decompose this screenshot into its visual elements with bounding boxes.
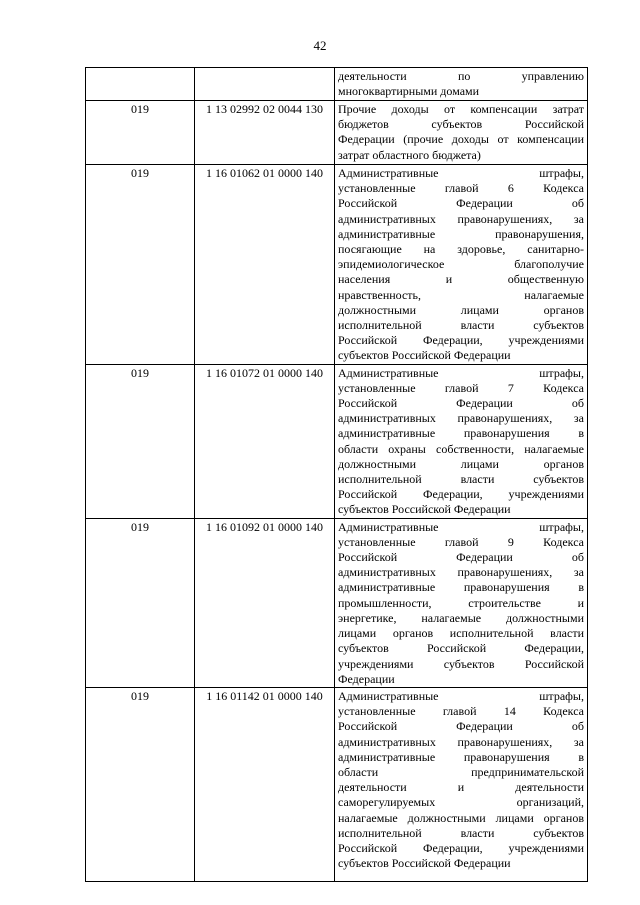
description-line: деятельности и деятельности <box>338 780 584 795</box>
description-line: многоквартирными домами <box>338 84 480 99</box>
description-line: Российской Федерации, учреждениями <box>338 487 584 502</box>
revenue-codes-table <box>85 67 588 882</box>
description-line: установленные главой 9 Кодекса <box>338 534 584 549</box>
description-line: деятельности по управлению <box>338 69 584 83</box>
description-line: населения и общественную <box>338 272 584 287</box>
description-line: нравственность, налагаемые <box>338 287 584 302</box>
description-line: Федерации (прочие доходы от компенсации <box>338 132 584 147</box>
budget-code-cell: 1 16 01142 01 0000 140 <box>195 687 335 881</box>
description-line: административные правонарушения, <box>338 226 584 241</box>
admin-code-cell <box>86 68 195 101</box>
description-line: Административные штрафы, <box>338 688 584 703</box>
description-line: субъектов Российской Федерации <box>338 348 511 363</box>
budget-code-cell: 1 16 01092 01 0000 140 <box>195 518 335 687</box>
description-line: энергетике, налагаемые должностными <box>338 610 584 625</box>
description-line: Российской Федерации об <box>338 396 584 411</box>
description-line: Российской Федерации, учреждениями <box>338 333 584 348</box>
table-row <box>86 101 588 165</box>
description-line: эпидемиологическое благополучие <box>338 257 584 272</box>
description-line: установленные главой 6 Кодекса <box>338 181 584 196</box>
description-line: Прочие доходы от компенсации затрат <box>338 102 584 116</box>
description-line: исполнительной власти субъектов <box>338 825 584 840</box>
description-line: лицами органов исполнительной власти <box>338 626 584 641</box>
admin-code-cell: 019 <box>86 165 195 365</box>
description-cell <box>335 364 588 518</box>
admin-code-cell: 019 <box>86 687 195 881</box>
description-line: Российской Федерации, учреждениями <box>338 840 584 855</box>
description-line: установленные главой 14 Кодекса <box>338 704 584 719</box>
description-line: бюджетов субъектов Российской <box>338 117 584 132</box>
page-number: 42 <box>313 38 327 53</box>
description-line: административных правонарушениях, за <box>338 734 584 749</box>
description-line: области предпринимательской <box>338 764 584 779</box>
description-line: административные правонарушения в <box>338 426 584 441</box>
description-line: установленные главой 7 Кодекса <box>338 380 584 395</box>
description-cell <box>335 687 588 881</box>
description-line: промышленности, строительстве и <box>338 595 584 610</box>
admin-code-cell: 019 <box>86 518 195 687</box>
budget-code-cell <box>195 68 335 101</box>
table-row <box>86 165 588 365</box>
description-cell <box>335 165 588 365</box>
description-line: субъектов Российской Федерации, <box>338 641 584 656</box>
description-line: саморегулируемых организаций, <box>338 795 584 810</box>
description-line: субъектов Российской Федерации <box>338 502 511 517</box>
description-line: посягающие на здоровье, санитарно- <box>338 242 584 257</box>
description-line: Российской Федерации об <box>338 196 584 211</box>
description-line: налагаемые должностными лицами органов <box>338 810 584 825</box>
table-body <box>86 68 588 882</box>
description-line: исполнительной власти субъектов <box>338 318 584 333</box>
description-line: административные правонарушения в <box>338 749 584 764</box>
admin-code-cell: 019 <box>86 364 195 518</box>
table-row <box>86 364 588 518</box>
description-line: административные правонарушения в <box>338 580 584 595</box>
budget-code-cell: 1 16 01072 01 0000 140 <box>195 364 335 518</box>
table-row <box>86 68 588 101</box>
description-cell <box>335 101 588 165</box>
budget-code-cell: 1 16 01062 01 0000 140 <box>195 165 335 365</box>
budget-code-cell: 1 13 02992 02 0044 130 <box>195 101 335 165</box>
description-line: исполнительной власти субъектов <box>338 472 584 487</box>
description-line: административных правонарушениях, за <box>338 565 584 580</box>
table-row <box>86 687 588 881</box>
description-line: Административные штрафы, <box>338 519 584 534</box>
description-line: затрат областного бюджета) <box>338 147 481 162</box>
description-line: Федерации <box>338 671 395 686</box>
description-cell <box>335 518 588 687</box>
description-line: субъектов Российской Федерации <box>338 856 511 871</box>
description-line: должностными лицами органов <box>338 302 584 317</box>
description-line: должностными лицами органов <box>338 456 584 471</box>
admin-code-cell: 019 <box>86 101 195 165</box>
description-cell <box>335 68 588 101</box>
description-line: административных правонарушениях, за <box>338 211 584 226</box>
table-row <box>86 518 588 687</box>
description-line: Российской Федерации об <box>338 550 584 565</box>
description-line: Российской Федерации об <box>338 719 584 734</box>
description-line: административных правонарушениях, за <box>338 411 584 426</box>
description-line: учреждениями субъектов Российской <box>338 656 584 671</box>
description-line: Административные штрафы, <box>338 166 584 180</box>
description-line: Административные штрафы, <box>338 365 584 380</box>
description-line: области охраны собственности, налагаемые <box>338 441 584 456</box>
